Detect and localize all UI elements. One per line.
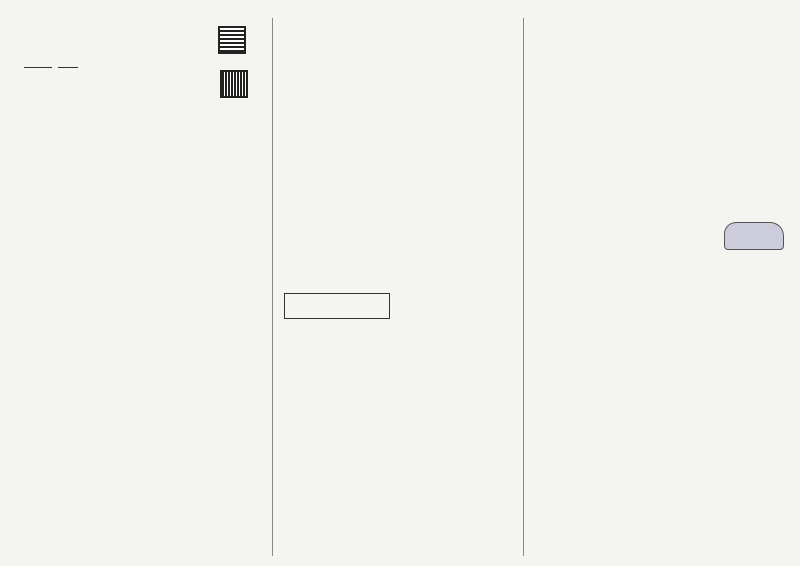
column-divider — [272, 18, 273, 556]
word-box — [284, 293, 390, 319]
middle-column — [274, 0, 522, 566]
qr-code-icon[interactable] — [222, 72, 246, 96]
right-column — [526, 0, 798, 566]
qr-code-icon[interactable] — [220, 28, 244, 52]
left-column — [0, 0, 270, 566]
column-divider — [523, 18, 524, 556]
car-image — [724, 222, 784, 250]
